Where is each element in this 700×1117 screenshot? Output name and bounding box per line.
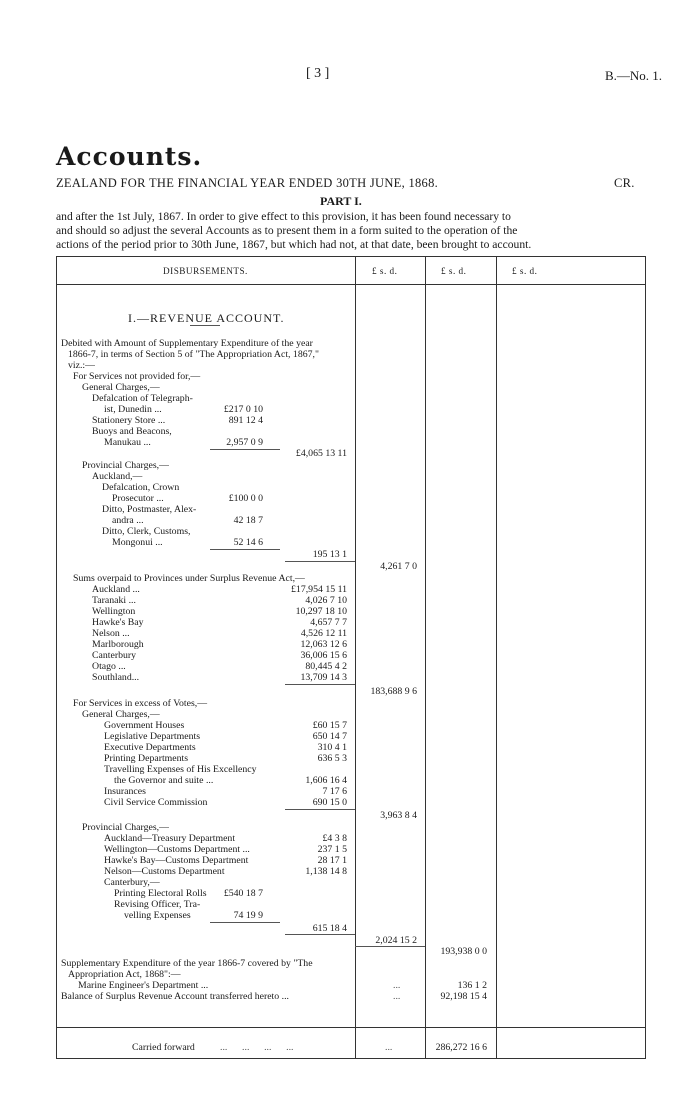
excess-general-amount: 1,606 16 4 [305,775,347,786]
province-name: Auckland ... [92,584,140,595]
text-line: velling Expenses [124,910,191,921]
text-line: Provincial Charges,— [82,460,169,471]
money-header-2: £ s. d. [441,266,467,276]
excess-provincial-name: Hawke's Bay—Customs Department [104,855,249,866]
excess-general-name: the Governor and suite ... [114,775,214,786]
amount: 193,938 0 0 [440,946,487,957]
province-name: Southland... [92,672,140,683]
excess-provincial-name: Auckland—Treasury Department [104,833,236,844]
text-line: General Charges,— [82,709,160,720]
intro-line-3: actions of the period prior to 30th June, 1867, but which had not, at that date, been brought to account. [56,238,532,251]
text-line: Prosecutor ... [112,493,164,504]
text-line: Supplementary Expenditure of the year 1866-7 covered by "The [61,958,313,969]
amount: £100 0 0 [228,493,263,504]
text-line: Auckland,— [92,471,143,482]
text-line: Appropriation Act, 1868":— [68,969,181,980]
amount: 92,198 15 4 [440,991,487,1002]
province-amount: 13,709 14 3 [300,672,347,683]
province-name: Nelson ... [92,628,130,639]
amount: 183,688 9 6 [370,686,417,697]
province-amount: 4,657 7 7 [310,617,347,628]
text-line: Manukau ... [104,437,151,448]
text-line: Balance of Surplus Revenue Account transferred hereto ... [61,991,289,1002]
province-amount: £17,954 15 11 [291,584,347,595]
excess-general-amount: 310 4 1 [317,742,347,753]
amount: 3,963 8 4 [380,810,417,821]
text-line: Defalcation of Telegraph- [92,393,193,404]
province-amount: 4,526 12 11 [300,628,347,639]
text-line: Defalcation, Crown [102,482,180,493]
text-line: viz.:— [68,360,95,371]
amount: 42 18 7 [233,515,263,526]
money-header-1: £ s. d. [372,266,398,276]
text-line: andra ... [112,515,144,526]
carried-forward-label: Carried forward [132,1042,195,1053]
amount: £217 0 10 [223,404,263,415]
excess-general-name: Printing Departments [104,753,189,764]
text-line: Ditto, Postmaster, Alex- [102,504,197,515]
amount: £4,065 13 11 [295,448,347,459]
text-line: For Services not provided for,— [73,371,201,382]
account-heading: ZEALAND FOR THE FINANCIAL YEAR ENDED 30TH JUNE, 1868. [56,176,439,190]
page-title: Accounts. [56,142,203,171]
disbursements-header: DISBURSEMENTS. [163,266,248,276]
text-line: Ditto, Clerk, Customs, [102,526,191,537]
excess-general-name: Insurances [104,786,146,797]
text-line: Buoys and Beacons, [92,426,172,437]
province-amount: 4,026 7 10 [305,595,347,606]
section-title: I.—REVENUE ACCOUNT. [128,311,285,325]
excess-general-name: Legislative Departments [104,731,201,742]
province-name: Taranaki ... [92,595,136,606]
province-name: Canterbury [92,650,137,661]
credit-label: CR. [614,176,635,190]
text-line: Stationery Store ... [92,415,166,426]
text-line: Provincial Charges,— [82,822,169,833]
money-header-3: £ s. d. [512,266,538,276]
text-line: Debited with Amount of Supplementary Expenditure of the year [61,338,313,349]
amount: 74 19 9 [233,910,263,921]
text-line: ist, Dunedin ... [104,404,162,415]
amount: 2,957 0 9 [226,437,263,448]
excess-general-name: Civil Service Commission [104,797,208,808]
amount: 52 14 6 [233,537,263,548]
text-line: 1866-7, in terms of Section 5 of "The Appropriation Act, 1867," [68,349,319,360]
intro-line-2: and should so adjust the several Accounts as to present them in a form suited to the operation of the [56,224,518,237]
excess-general-name: Government Houses [104,720,185,731]
excess-provincial-amount: £4 3 8 [322,833,347,844]
amount: 195 13 1 [312,549,347,560]
excess-general-amount: 690 15 0 [312,797,347,808]
excess-general-amount: 636 5 3 [317,753,347,764]
text-line: Canterbury,— [104,877,160,888]
text-line: Revising Officer, Tra- [114,899,201,910]
excess-general-amount: 650 14 7 [312,731,347,742]
excess-general-name: Executive Departments [104,742,196,753]
amount: 2,024 15 2 [375,935,417,946]
amount: 4,261 7 0 [380,561,417,572]
excess-general-amount: £60 15 7 [312,720,347,731]
province-name: Hawke's Bay [92,617,144,628]
excess-provincial-amount: 28 17 1 [317,855,347,866]
text-line: Mongonui ... [112,537,163,548]
province-amount: 36,006 15 6 [300,650,347,661]
text-line: General Charges,— [82,382,160,393]
text-line: Printing Electoral Rolls [114,888,207,899]
province-name: Otago ... [92,661,126,672]
document-reference: B.—No. 1. [605,68,663,83]
intro-line-1: and after the 1st July, 1867. In order to give effect to this provision, it has been found necessary to [56,210,511,223]
carried-forward-amount: 286,272 16 6 [435,1042,487,1053]
province-name: Marlborough [92,639,144,650]
page-number: [ 3 ] [306,66,330,81]
text-line: Marine Engineer's Department ... [78,980,209,991]
text-line: For Services in excess of Votes,— [73,698,208,709]
amount: 615 18 4 [312,923,347,934]
excess-general-amount: 7 17 6 [322,786,347,797]
text-line: Sums overpaid to Provinces under Surplus Revenue Act,— [73,573,305,584]
amount: 136 1 2 [457,980,487,991]
excess-provincial-name: Wellington—Customs Department ... [104,844,250,855]
province-amount: 10,297 18 10 [295,606,347,617]
amount: 891 12 4 [228,415,263,426]
excess-provincial-amount: 237 1 5 [317,844,347,855]
province-amount: 80,445 4 2 [305,661,347,672]
amount: £540 18 7 [223,888,263,899]
excess-general-name: Travelling Expenses of His Excellency [104,764,257,775]
excess-provincial-amount: 1,138 14 8 [305,866,347,877]
province-amount: 12,063 12 6 [300,639,347,650]
excess-provincial-name: Nelson—Customs Department [104,866,225,877]
province-name: Wellington [92,606,136,617]
part-heading: PART I. [320,194,362,208]
